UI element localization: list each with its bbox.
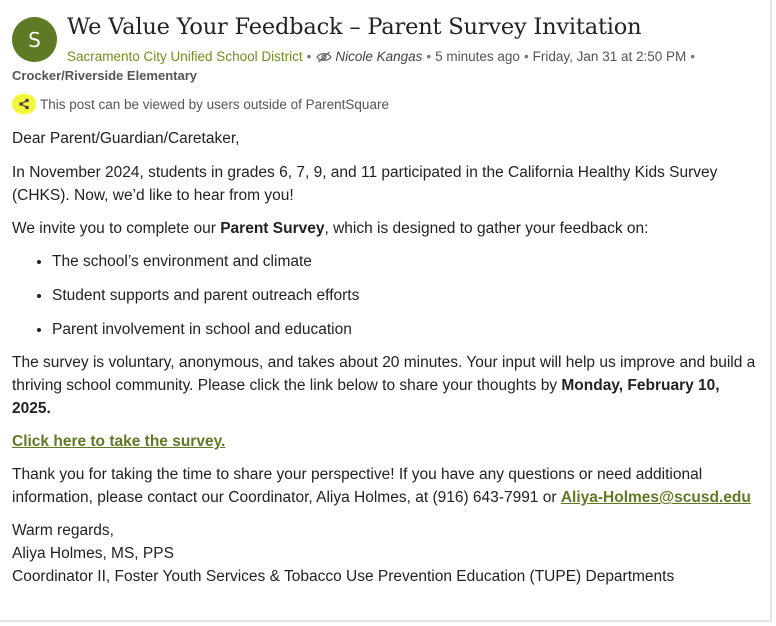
author-name: Nicole Kangas (335, 49, 423, 64)
post-meta (67, 49, 699, 64)
thanks-paragraph (12, 463, 762, 509)
share-icon[interactable] (12, 94, 36, 114)
avatar[interactable] (12, 17, 57, 62)
survey-link[interactable]: Click here to take the survey. (12, 433, 226, 450)
greeting: Dear Parent/Guardian/Caretaker, (12, 130, 240, 147)
time-ago: 5 minutes ago (435, 49, 520, 64)
post-title: We Value Your Feedback – Parent Survey Invitation (67, 14, 642, 40)
district-link[interactable]: Sacramento City Unified School District (67, 49, 303, 64)
email-link[interactable]: Aliya-Holmes@scusd.edu (560, 489, 751, 506)
list-item: • Parent involvement in school and education (52, 318, 762, 341)
survey-info-text: The survey is voluntary, anonymous, and takes about 20 minutes. Your input will help us improve and build a thriving school community. Please click the link below to share your thoughts by (12, 354, 756, 394)
parent-survey-bold: Parent Survey (220, 220, 325, 237)
meta-separator: • (426, 49, 432, 64)
invite-text-after: , which is designed to gather your feedback on: (324, 220, 649, 237)
survey-info-paragraph (12, 351, 762, 420)
visibility-note: This post can be viewed by users outside of ParentSquare (40, 96, 389, 112)
eye-slash-icon (316, 51, 332, 63)
list-item: • The school’s environment and climate (52, 250, 762, 273)
survey-deadline: Monday, February 10, 2025. (12, 377, 720, 417)
meta-separator: • (306, 49, 312, 64)
post-datetime: Friday, Jan 31 at 2:50 PM (532, 49, 687, 64)
feedback-topics-list (12, 250, 762, 341)
list-item: • Student supports and parent outreach efforts (52, 284, 762, 307)
thanks-text: Thank you for taking the time to share your perspective! If you have any questions or need additional information, please contact our Coordinator, Aliya Holmes, at (916) 643-7991 or (12, 466, 703, 506)
visibility-row (12, 94, 389, 114)
survey-link-paragraph (12, 430, 762, 453)
signer-title: Coordinator II, Foster Youth Services & Tobacco Use Prevention Education (TUPE) Departments (12, 568, 675, 585)
avatar-letter: S (28, 27, 41, 52)
signer-name: Aliya Holmes, MS, PPS (12, 545, 174, 562)
closing: Warm regards, (12, 522, 114, 539)
post-body (12, 127, 762, 588)
invite-paragraph (12, 217, 762, 240)
invite-text: We invite you to complete our (12, 220, 221, 237)
meta-separator: • (690, 49, 695, 64)
school-name: Crocker/Riverside Elementary (12, 68, 197, 83)
meta-separator: • (523, 49, 529, 64)
intro-paragraph: In November 2024, students in grades 6, 7, 9, and 11 participated in the California Healthy Kids Survey (CHKS). Now, we’d like to hear from you! (12, 164, 718, 204)
